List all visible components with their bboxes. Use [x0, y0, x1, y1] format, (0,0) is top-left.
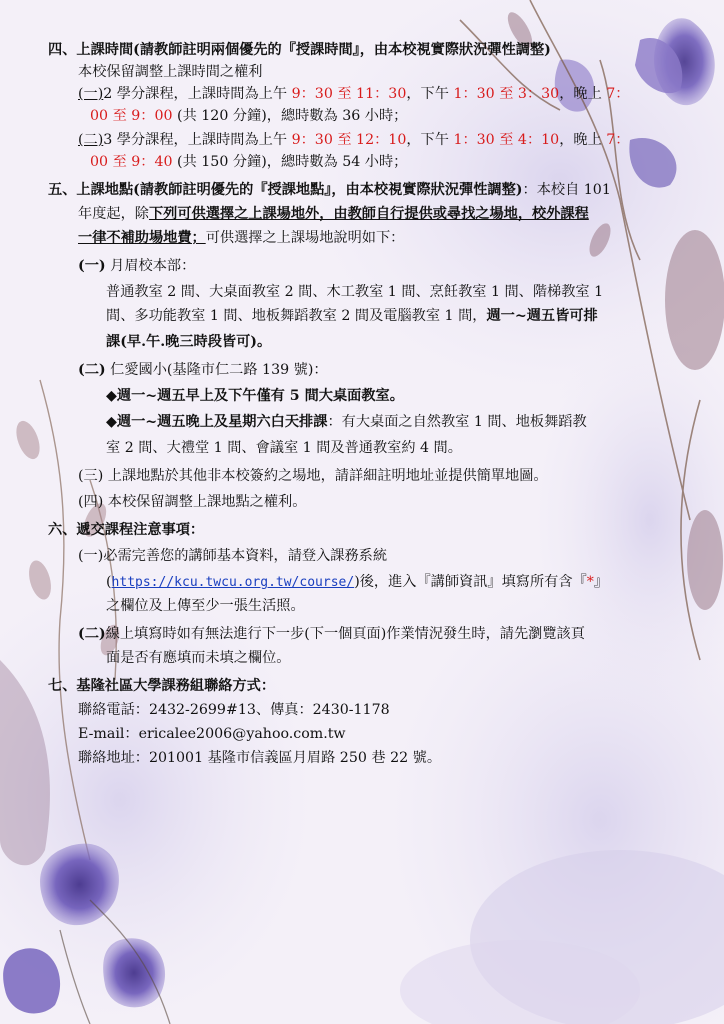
section4-item2-line1 [78, 130, 629, 150]
emphasis-text: ◆週一~週五晚上及星期六白天排課 [106, 414, 328, 430]
section6-item2-line2: 面是否有應填而未填之欄位。 [106, 650, 291, 666]
emphasis-text: 週一~週五皆可排 [486, 308, 598, 324]
contact-address: 聯絡地址：201001 基隆市信義區月眉路 250 巷 22 號。 [78, 750, 442, 766]
section6-item1-line2 [106, 572, 608, 593]
item-label: (一) [78, 258, 106, 274]
text: 可供選擇之上課場地說明如下： [205, 230, 405, 246]
section5-heading [48, 180, 611, 200]
section5-item2-title [78, 360, 328, 380]
section4-heading: 四、上課時間(請教師註明兩個優先的『授課時間』，由本校視實際狀況彈性調整) [48, 42, 551, 58]
section5-item1-line2 [106, 306, 598, 326]
text: 線上填寫時如有無法進行下一步(下一個頁面)作業情況發生時，請先瀏覽該頁 [105, 626, 585, 642]
section5-item1-title [78, 256, 195, 276]
item-label: (二) [78, 132, 104, 148]
text: ：有大桌面之自然教室 1 間、地板舞蹈教 [327, 414, 587, 430]
morning-time: 9：30 至 12：10 [291, 132, 407, 148]
evening-time-start: 7： [606, 86, 630, 102]
text: )後，進入『講師資訊』填寫所有含『 [354, 574, 587, 590]
text: 』 [593, 574, 609, 590]
text: ( [106, 574, 112, 590]
section6-item1-line3: 之欄位及上傳至少一張生活照。 [106, 598, 305, 614]
section5-item2-bullet2-line1 [106, 412, 587, 432]
text: ：本校自 101 [522, 182, 611, 198]
evening-time-start: 7： [606, 132, 630, 148]
evening-time-end: 00 至 9：00 [90, 108, 173, 124]
section6-item1-line1: (一)必需完善您的講師基本資料，請登入課務系統 [78, 548, 388, 564]
text: ，晚上 [559, 86, 607, 102]
text: (共 120 分鐘)，總時數為 36 小時； [172, 108, 408, 124]
item-label: (二) [78, 362, 106, 378]
text: 間、多功能教室 1 間、地板舞蹈教室 2 間及電腦教室 1 間， [106, 308, 487, 324]
text: 3 學分課程，上課時間為上午 [103, 132, 292, 148]
section6-heading: 六、遞交課程注意事項： [48, 522, 205, 538]
course-system-link[interactable]: https://kcu.twcu.org.tw/course/ [111, 575, 355, 590]
text: 月眉校本部： [110, 258, 196, 274]
section5-item1-line1: 普通教室 2 間、大桌面教室 2 間、木工教室 1 間、烹飪教室 1 間、階梯教室 1 [106, 284, 604, 300]
section5-item2-bullet1: ◆週一~週五早上及下午僅有 5 間大桌面教室。 [106, 388, 404, 404]
required-star: * [586, 574, 594, 590]
section4-item1-line1 [78, 84, 629, 104]
text: ，晚上 [559, 132, 607, 148]
afternoon-time: 1：30 至 4：10 [453, 132, 560, 148]
section5-item3: (三) 上課地點於其他非本校簽約之場地，請詳細註明地址並提供簡單地圖。 [78, 468, 548, 484]
emphasis-text: 一律不補助場地費； [78, 230, 206, 246]
text: (共 150 分鐘)，總時數為 54 小時； [172, 154, 408, 170]
section5-item2-bullet2-line2: 室 2 間、大禮堂 1 間、會議室 1 間及普通教室約 4 間。 [106, 440, 462, 456]
section7-heading: 七、基隆社區大學課務組聯絡方式： [48, 678, 276, 694]
text: 2 學分課程，上課時間為上午 [103, 86, 292, 102]
morning-time: 9：30 至 11：30 [291, 86, 407, 102]
text: 仁愛國小(基隆市仁二路 139 號)： [110, 362, 328, 378]
text: ，下午 [406, 86, 454, 102]
afternoon-time: 1：30 至 3：30 [453, 86, 560, 102]
text: ，下午 [406, 132, 454, 148]
section5-item4: (四) 本校保留調整上課地點之權利。 [78, 494, 307, 510]
item-label: (二) [78, 626, 106, 642]
section4-item2-line2 [90, 152, 407, 172]
contact-email[interactable]: E-mail：ericalee2006@yahoo.com.tw [78, 726, 346, 742]
section4-item1-line2 [90, 106, 407, 126]
emphasis-text: 下列可供選擇之上課場地外，由教師自行提供或尋找之場地，校外課程 [148, 206, 589, 222]
item-label: (一) [78, 86, 104, 102]
section5-line3 [78, 228, 404, 248]
evening-time-end: 00 至 9：40 [90, 154, 173, 170]
section5-item1-line3: 課(早.午.晚三時段皆可)。 [106, 334, 272, 350]
section4-note: 本校保留調整上課時間之權利 [78, 64, 263, 80]
text: 年度起，除 [78, 206, 149, 222]
contact-phone: 聯絡電話：2432-2699#13、傳真：2430-1178 [78, 702, 390, 718]
heading-text: 五、上課地點(請教師註明優先的『授課地點』，由本校視實際狀況彈性調整) [48, 182, 523, 198]
section5-line2 [78, 204, 589, 224]
section6-item2-line1 [78, 624, 585, 644]
